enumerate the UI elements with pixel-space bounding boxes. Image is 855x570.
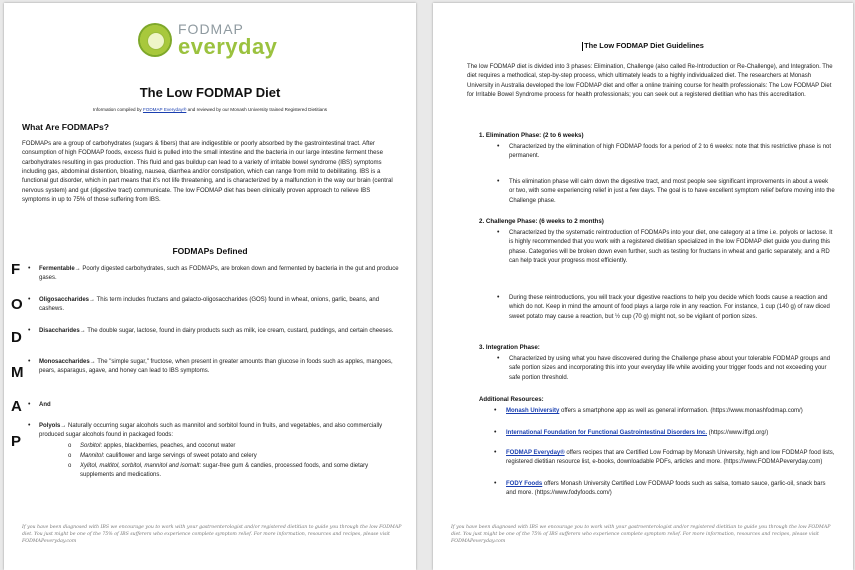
info-suffix: and reviewed by our Monash University trained Registered Dietitians	[186, 107, 328, 112]
sub-list-item	[68, 442, 380, 451]
resources-heading: Additional Resources:	[479, 396, 544, 403]
sub-item-text: : cauliflower and large servings of sweet potato and celery	[102, 453, 257, 459]
fodmap-everyday-logo	[138, 21, 288, 61]
phase-bullet-text: Characterized by the systematic reintroduction of FODMAPs into your diet, one category at a time i.e. polyols or lactose. It is highly recommended that you work with a registered dietitian specialized in the low FODMAP diet guide you during this phase. Categories will be broken down even further, such as testing for fructans in wheat and garlic separately, and a RD can help track your progress most efficiently.	[509, 230, 833, 264]
document-page-2	[433, 3, 853, 570]
bullet-icon: •	[497, 143, 500, 150]
bullet-icon: •	[28, 401, 31, 408]
acronym-letter: F	[11, 261, 21, 278]
item-term: And	[39, 402, 51, 408]
page-footnote: If you have been diagnosed with IBS we encourage you to work with your gastroenterologist and/or registered dietitian to guide you through the low FODMAP diet. You just might be one of the 75% of IBS sufferers who experience complete symptom relief. For more information, resources and recipes, please visit FODMAPeveryday.com	[451, 525, 831, 545]
bullet-icon: •	[28, 265, 31, 272]
page-footnote: If you have been diagnosed with IBS we encourage you to work with your gastroenterologist and/or registered dietitian to guide you through the low FODMAP diet. You just might be one of the 75% of IBS sufferers who experience complete symptom relief. For more information, resources and recipes, please visit FODMAPeveryday.com	[22, 525, 402, 545]
intro-paragraph: The low FODMAP diet is divided into 3 phases: Elimination, Challenge (also called Re-Introduction or Re-Challenge), and Integration. The diet requires a methodical, step-by-step process, which ultimately leads to a highly individualized diet. The researchers at Monash University in Australia developed the low FODMAP diet and offer a online training course for health professionals: The Low FODMAP Diet for Irritable Bowel Syndrome process for health professionals; you can seek out a registered dietitian who has this accreditation.	[467, 64, 833, 99]
sub-list-item	[68, 452, 380, 461]
resource-item	[494, 429, 836, 438]
item-term: Polyols	[39, 423, 61, 429]
text-cursor	[582, 42, 583, 51]
list-item	[28, 422, 399, 441]
circle-bullet-icon: o	[68, 463, 72, 469]
resource-item	[494, 480, 836, 498]
bullet-icon: •	[28, 327, 31, 334]
phase-heading: 3. Integration Phase:	[479, 344, 540, 351]
circle-bullet-icon: o	[68, 453, 72, 459]
item-text: → Naturally occurring sugar alcohols such as mannitol and sorbitol found in fruits, and vegetables, and also commercially produced sugar alcohols found in packaged foods:	[39, 423, 383, 439]
item-text: → The "simple sugar," fructose, when present in greater amounts than glucose in foods such as apples, mangoes, pears, asparagus, agave, and honey can lead to IBS symptoms.	[39, 359, 393, 375]
bullet-icon: •	[494, 407, 497, 414]
acronym-letter: D	[11, 329, 22, 346]
page-title-text: The Low FODMAP Diet Guidelines	[584, 41, 704, 50]
what-paragraph: FODMAPs are a group of carbohydrates (sugars & fibers) that are indigestible or poorly absorbed by the gastrointestinal tract. After consumption of high FODMAP foods, excess fluid is pulled into the small intestine and the bacteria in our large intestine ferment these carbohydrates resulting in gas production. This fluid and gas buildup can lead to a variety of irritable bowel syndrome (IBS) symptoms including gas, abdominal distention, bloating, nausea, diarrhea and/or constipation, which can range from mild to debilitating. IBS is a functional gut disorder, which in part means that it's not life threatening, and is characterized by a malfunction in the way our brain (central nervous system) and gut (digestive tract) communicate. The low FODMAP diet has been clinically proven approach to relieve IBS symptoms in up to 75% of those suffering from IBS.	[22, 140, 393, 204]
phase-bullet-text: Characterized by using what you have discovered during the Challenge phase about your tolerable FODMAP groups and safe portion sizes and incorporating this into your everyday life while avoiding your trigger foods and not exceeding your safe portion threshold.	[509, 356, 831, 381]
bullet-icon: •	[497, 229, 500, 236]
list-item	[28, 358, 399, 377]
bullet-icon: •	[497, 178, 500, 185]
item-term: Monosaccharides	[39, 359, 90, 365]
resource-link[interactable]: FODMAP Everyday®	[506, 450, 565, 456]
bullet-icon: •	[497, 355, 500, 362]
phase-bullet	[497, 355, 835, 383]
bullet-icon: •	[494, 449, 497, 456]
bullet-icon: •	[28, 422, 31, 429]
info-line	[4, 107, 416, 112]
bullet-icon: •	[28, 358, 31, 365]
list-item	[28, 265, 399, 284]
page-title	[433, 41, 853, 51]
phase-bullet	[497, 294, 835, 322]
resource-text: (https://www.iffgd.org/)	[707, 430, 769, 436]
item-text: → The double sugar, lactose, found in dairy products such as milk, ice cream, custard, puddings, and certain cheeses.	[79, 328, 394, 334]
phase-heading: 2. Challenge Phase: (6 weeks to 2 months)	[479, 218, 604, 225]
resource-link[interactable]: FODY Foods	[506, 481, 543, 487]
kiwi-logo-icon	[138, 23, 172, 57]
sub-item-text: : apples, blackberries, peaches, and coconut water	[100, 443, 236, 449]
info-prefix: Information compiled by	[92, 107, 143, 112]
page-title: The Low FODMAP Diet	[139, 85, 281, 100]
item-text: → Poorly digested carbohydrates, such as FODMAPs, are broken down and fermented by bacteria in the gut and produce gases.	[39, 266, 399, 282]
sub-item-text: : sugar-free gum & candies, processed foods, and some dietary supplements and medications.	[80, 463, 369, 479]
phase-bullet	[497, 143, 835, 162]
phase-bullet-text: Characterized by the elimination of high FODMAP foods for a period of 2 to 6 weeks: note that this restrictive phase is not permanent.	[509, 144, 832, 160]
resource-text: offers Monash University Certified Low FODMAP foods such as salsa, tomato sauce, garlic-oil, snack bars and more. (https://www.fodyfoods.com/)	[506, 481, 826, 497]
circle-bullet-icon: o	[68, 443, 72, 449]
bullet-icon: •	[494, 480, 497, 487]
resource-text: offers a smartphone app as well as general information. (https://www.monashfodmap.com/)	[559, 408, 803, 414]
info-link[interactable]: FODMAP Everyday®	[142, 107, 187, 112]
item-term: Oligosaccharides	[39, 297, 90, 303]
sub-item-term: Xylitol, maltitol, sorbitol, mannitol and isomalt	[80, 463, 200, 469]
acronym-letter: A	[11, 398, 22, 415]
bullet-icon: •	[497, 294, 500, 301]
what-heading: What Are FODMAPs?	[22, 122, 110, 132]
phase-bullet	[497, 229, 835, 266]
acronym-letter: O	[11, 296, 23, 313]
phase-bullet-text: This elimination phase will calm down the digestive tract, and most people see significant improvements in about a week or two, with some experiencing relief in just a few days. The goal is to have excellent symptom relief before moving into the Challenge phase.	[509, 179, 835, 204]
phase-heading: 1. Elimination Phase: (2 to 6 weeks)	[479, 132, 584, 139]
item-term: Disaccharides	[39, 328, 80, 334]
document-page-1	[4, 3, 416, 570]
sub-item-term: Mannitol	[80, 453, 103, 459]
resource-text: offers recipes that are Certified Low Fodmap by Monash University, high and low FODMAP food lists, registered dietitian resource list, e-books, downloadable PDFs, articles and more. (https://www.FODMAPeveryday.com)	[506, 450, 835, 466]
bullet-icon: •	[28, 296, 31, 303]
resource-link[interactable]: Monash University	[506, 408, 560, 414]
acronym-letter: P	[11, 433, 22, 450]
list-item	[28, 296, 399, 315]
bullet-icon: •	[494, 429, 497, 436]
resource-link[interactable]: International Foundation for Functional Gastrointestinal Disorders Inc.	[506, 430, 708, 436]
item-term: Fermentable	[39, 266, 75, 272]
acronym-letter: M	[11, 364, 24, 381]
list-item	[28, 327, 399, 336]
logo-top-text: FODMAP	[178, 21, 244, 37]
list-item	[28, 401, 399, 410]
sub-list-item	[68, 462, 380, 481]
sub-item-term: Sorbitol	[80, 443, 101, 449]
logo-bottom-text: everyday	[178, 34, 278, 59]
defined-heading: FODMAPs Defined	[172, 246, 248, 256]
phase-bullet	[497, 178, 835, 206]
phase-bullet-text: During these reintroductions, you will track your digestive reactions to help you decide which foods cause a reaction and which do not. Keep in mind the amount of food plays a large role in any reaction. For instance, 1 cup (140 g) of raw diced sweet potato may cause a reaction, but ½ cup (70 g) might not, so be vigilant of portion sizes.	[509, 295, 830, 320]
resource-item	[494, 449, 836, 467]
item-text: → This term includes fructans and galacto-oligosaccharides (GOS) found in wheat, onions, garlic, beans, and cashews.	[39, 297, 380, 313]
resource-item	[494, 407, 836, 416]
